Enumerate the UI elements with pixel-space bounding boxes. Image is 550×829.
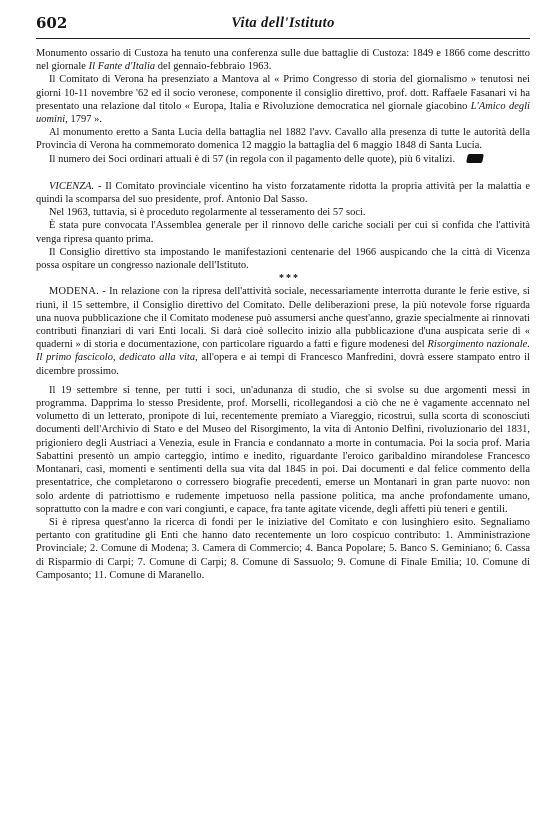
header-rule <box>36 38 530 39</box>
modena-paragraph-2 <box>36 384 530 516</box>
text-run: - In relazione con la ripresa dell'attività sociale, necessariamente interrotta durante le ferie estive, si riunì, il 15 settembre, il Consiglio direttivo del Comitato. Delle deliberazioni prese, la più notevole forse riguarda una nuova pubblicazione che il Comitato modenese può assumersi anche quest'anno, grazie specialmente ai rinnovati contributi finanziari di vari Enti locali. Si darà cioè sollecito inizio alla pubblicazione d'una auspicata serie di « quaderni » di storia e documentazione, con particolare riguardo a fatti e figure modenesi del <box>36 286 530 351</box>
text-run: Al monumento eretto a Santa Lucia della battaglia nel 1882 l'avv. Cavallo alla presenza di tutte le autorità della Provincia di Verona ha commemorato domenica 12 maggio la battaglia del 6 maggio 1848 di Santa Lucia. <box>36 127 530 152</box>
text-run: Nel 1963, tuttavia, si è proceduto regolarmente al tesseramento dei 57 soci. <box>49 207 366 219</box>
section-separator: *** <box>279 273 300 285</box>
text-run: Il Comitato di Verona ha presenziato a Mantova al « Primo Congresso di storia del giornalismo » tenutosi nei giorni 10-11 novembre '62 ed il socio veronese, componente il consiglio direttivo, prof. dott. Raffaele Fasanari vi ha presentato una relazione dal titolo « Europa, Italia e Rivoluzione democratica nel giornale giacobino <box>36 74 530 112</box>
page-header <box>36 14 530 34</box>
verona-paragraph-2 <box>36 73 530 126</box>
body-text <box>36 47 530 582</box>
verona-paragraph-4 <box>36 153 530 166</box>
running-title: Vita dell'Istituto <box>231 15 335 31</box>
vicenza-section <box>36 180 530 272</box>
verona-paragraph-1 <box>36 47 530 73</box>
text-run: , 1797 ». <box>65 114 102 126</box>
modena-paragraph-3 <box>36 516 530 582</box>
text-run: Il Fante d'Italia <box>88 61 156 73</box>
vicenza-paragraph-1 <box>36 180 530 206</box>
text-run: VICENZA. <box>49 180 95 192</box>
modena-section <box>36 285 530 581</box>
text-run: - Il Comitato provinciale vicentino ha visto forzatamente ridotta la propria attività per la malattia e quindi la scomparsa del suo presidente, prof. Antonio Dal Sasso. <box>36 180 530 206</box>
text-run: Monumento ossario di Custoza ha tenuto una conferenza sulle due battaglie di Custoza: 1849 e 1866 come descritto nel giornale <box>36 48 530 73</box>
vicenza-paragraph-3 <box>36 219 530 245</box>
text-run: L'Amico degli uomini <box>36 100 530 126</box>
text-run: Il Consiglio direttivo sta impostando le manifestazioni centenarie del 1966 auspicando che la città di Vicenza possa ospitare un congresso nazionale dell'Istituto. <box>36 246 530 272</box>
verona-paragraph-4-text <box>49 154 455 165</box>
text-run: MODENA. <box>49 286 99 298</box>
text-run: del gennaio-febbraio 1963. <box>155 61 272 73</box>
text-run: Si è ripresa quest'anno la ricerca di fondi per le iniziative del Comitato e con lusinghiero esito. Segnaliamo pertanto con gratitudine gli Enti che hanno dato recentemente un loro cospicuo contributo: 1. Amministrazione Provinciale; 2. Comune di Modena; 3. Camera di Commercio; 4. Banca Popolare; 5. Banco S. Geminiano; 6. Cassa di Risparmio di Carpi; 7. Comune di Carpi; 8. Comune di Sassuolo; 9. Comune di Finale Emilia; 10. Comune di Camposanto; 11. Comune di Maranello. <box>36 516 530 581</box>
ink-smudge <box>466 154 484 163</box>
text-run: È stata pure convocata l'Assemblea generale per il rinnovo delle cariche sociali per cui si confida che l'attività venga ripresa quanto prima. <box>36 220 530 245</box>
page-number: 602 <box>36 14 68 32</box>
verona-paragraph-3 <box>36 126 530 152</box>
text-run: Il 19 settembre si tenne, per tutti i soci, un'adunanza di studio, che si svolse su due argomenti messi in programma. Dapprima lo stesso Presidente, prof. Morselli, ricollegandosi a ciò che ne è vagamente accennato nel volumetto di un letterato, pronipote di lui, recentemente premiato a Viareggio, ricostruì, sulla scorta di sconosciuti documenti dell'Archivio di Stato e del Museo del Risorgimento, la vita di Antonio Delfini, rivoluzionario del 1831, prigioniero degli Austriaci a Venezia, esule in Francia e condannato a morte in contumacia. Poi la socia prof. Maria Sabattini presentò un ampio carteggio, intimo e inedito, riguardante l'eroico garibaldino mirandolese Francesco Montanari, casi, momenti e sentimenti della sua vita dal 1845 in poi. Dai documenti e dal felice commento della presentatrice, che completarono o corressero biografie precedenti, emerse un Montanari in gran parte nuovo: non solo ardente di patriottismo e rudemente impetuoso nella passione politica, ma anche profondamente umano, soprattutto con la madre e con vari congiunti, e capace, fra tante agitate vicende, degli affetti più teneri e gentili. <box>36 384 530 515</box>
text-run: , all'opera e ai tempi di Francesco Manfredini, dovrà essere stampato entro il dicembre prossimo. <box>36 352 530 377</box>
verona-section <box>36 47 530 166</box>
text-run: Risorgimento nazionale. Il primo fascicolo, dedicato alla vita <box>36 339 530 364</box>
vicenza-paragraph-4 <box>36 246 530 272</box>
text-run: Il numero dei Soci ordinari attuali è di 57 (in regola con il pagamento delle quote), più 6 vitalizi. <box>49 153 456 165</box>
vicenza-paragraph-2 <box>36 206 530 219</box>
modena-paragraph-1 <box>36 285 530 377</box>
